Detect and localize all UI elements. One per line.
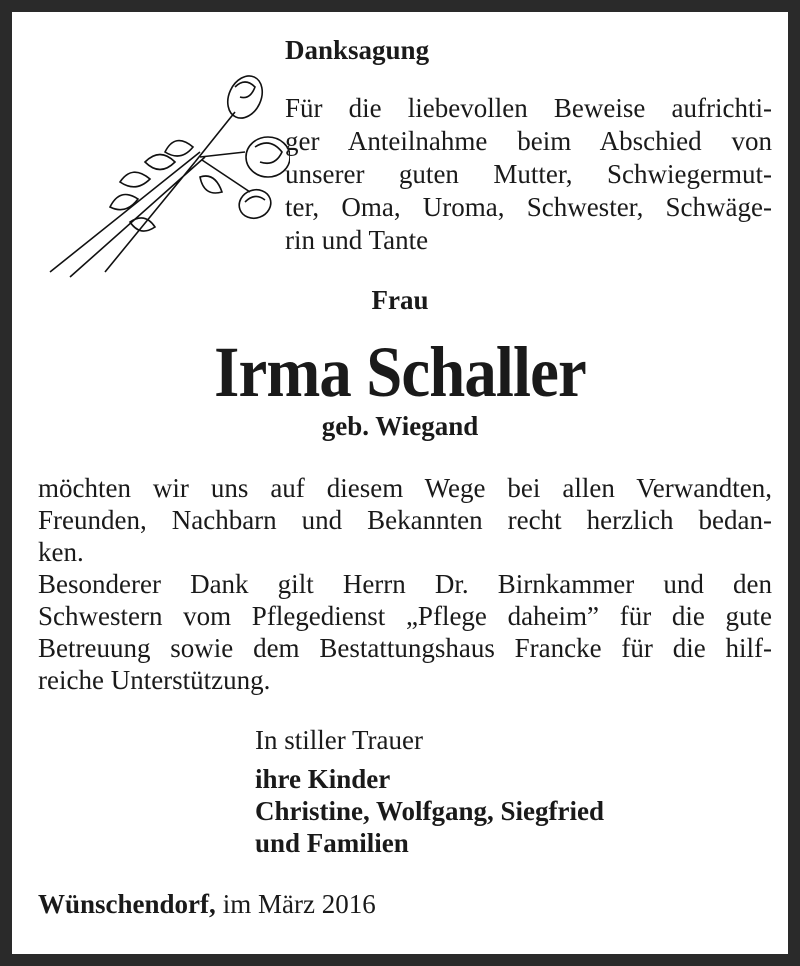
signer-line: Christine, Wolfgang, Siegfried	[255, 796, 605, 826]
intro-line: ger Anteilnahme beim Abschied von	[285, 126, 772, 156]
intro-line: rin und Tante	[285, 225, 429, 255]
body-line: Betreuung sowie dem Bestattungshaus Francke für die hilf-	[38, 633, 772, 663]
mourning-line: In stiller Trauer	[255, 725, 423, 755]
body-line: Besonderer Dank gilt Herrn Dr. Birnkammer und den	[38, 569, 772, 599]
body-line: reiche Unterstützung.	[38, 665, 271, 695]
roses-illustration	[30, 42, 290, 282]
intro-line: ter, Oma, Uroma, Schwester, Schwäge-	[285, 192, 772, 222]
signer-line: ihre Kinder	[255, 764, 391, 794]
body-line: Freunden, Nachbarn und Bekannten recht herzlich bedan-	[38, 505, 772, 535]
maiden-name: geb. Wiegand	[321, 411, 479, 441]
place: Wünschendorf,	[38, 889, 216, 919]
heading: Danksagung	[285, 35, 430, 65]
intro-line: unserer guten Mutter, Schwiegermut-	[285, 159, 772, 189]
obituary-notice	[12, 12, 788, 954]
signer-line: und Familien	[255, 828, 409, 858]
body-line: Schwestern vom Pflegedienst „Pflege daheim” für die gute	[38, 601, 772, 631]
deceased-name: Irma Schaller	[214, 332, 586, 412]
place-date	[38, 888, 376, 920]
intro-line: Für die liebevollen Beweise aufrichti-	[285, 93, 772, 123]
body-line: möchten wir uns auf diesem Wege bei allen Verwandten,	[38, 473, 772, 503]
salutation: Frau	[371, 285, 429, 315]
body-line: ken.	[38, 537, 84, 567]
date: im März 2016	[222, 889, 376, 919]
